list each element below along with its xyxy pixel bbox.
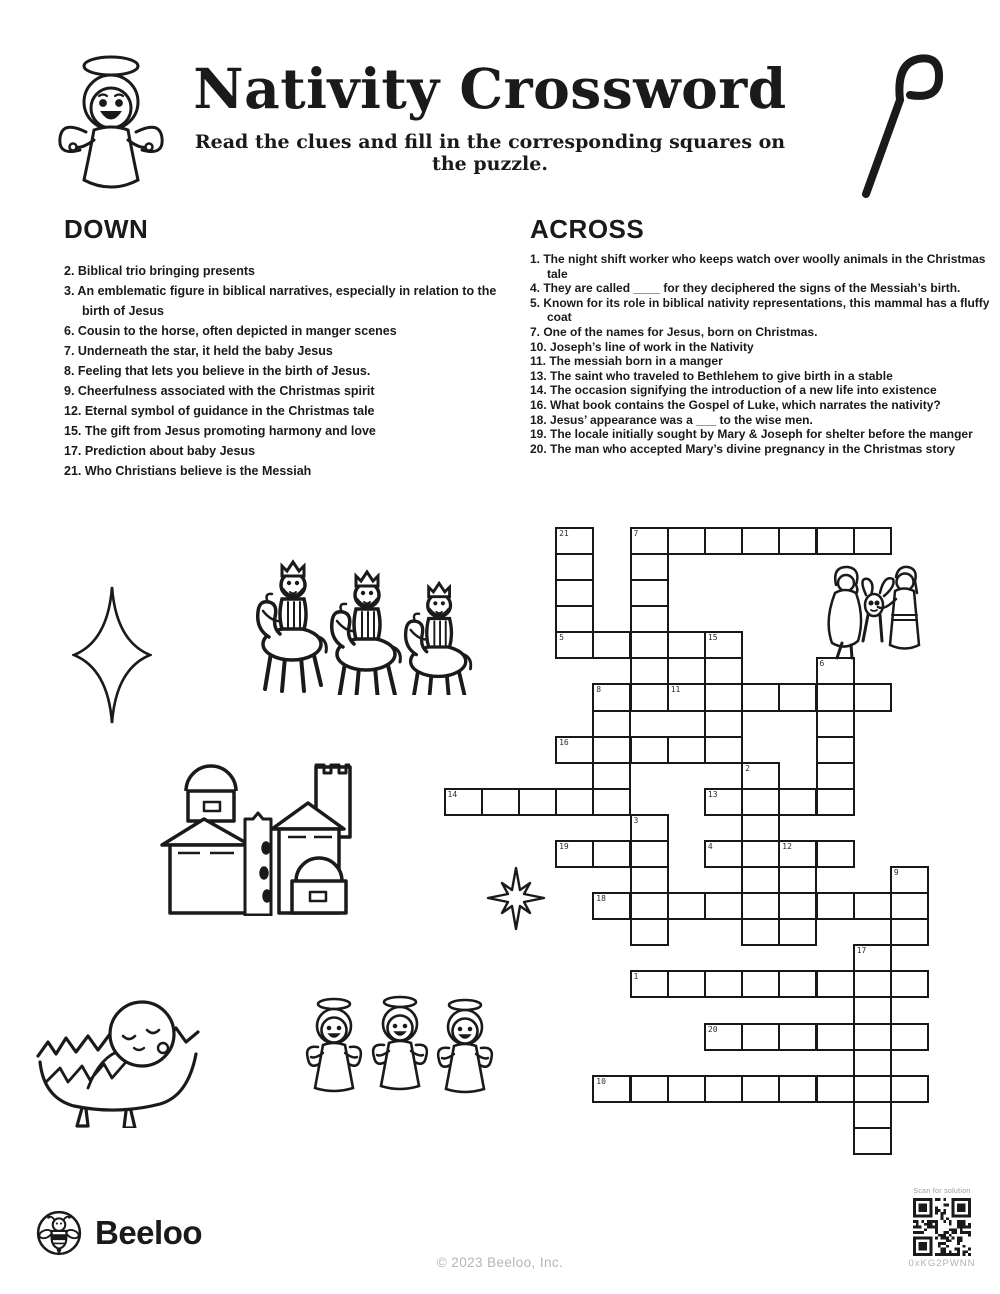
- down-heading: DOWN: [64, 214, 149, 244]
- grid-cell-7-across-1[interactable]: [667, 527, 706, 555]
- grid-cell-5-across-2[interactable]: [630, 631, 669, 659]
- grid-cell-4-across-3[interactable]: [816, 840, 855, 868]
- clue-item-10: 10. Joseph’s line of work in the Nativity: [530, 339, 754, 354]
- qr-caption: Scan for solution: [913, 1188, 971, 1195]
- grid-cell-16-across-4[interactable]: [704, 736, 743, 764]
- grid-cell-6-down-4[interactable]: [816, 762, 855, 790]
- grid-cell-3-down-4[interactable]: [630, 918, 669, 946]
- clue-item-6: 6. Cousin to the horse, often depicted in manger scenes: [64, 324, 397, 338]
- grid-cell-20-across-3[interactable]: [816, 1023, 855, 1051]
- beeloo-bee-icon: [36, 1210, 82, 1256]
- eight-point-star-icon: [486, 866, 546, 931]
- clue-item-20: 20. The man who accepted Mary’s divine pregnancy in the Christmas story: [530, 441, 956, 456]
- grid-cell-1-across-3[interactable]: [741, 970, 780, 998]
- grid-cell-18-across-2[interactable]: [667, 892, 706, 920]
- grid-cell-7-down-5[interactable]: [630, 657, 669, 685]
- grid-cell-20-across-2[interactable]: [778, 1023, 817, 1051]
- clue-item-14: 14. The occasion signifying the introduction of a new life into existence: [530, 383, 937, 398]
- clue-item-8: 8. Feeling that lets you believe in the birth of Jesus.: [64, 364, 371, 378]
- clue-item-15: 15. The gift from Jesus promoting harmony and love: [64, 424, 376, 438]
- grid-cell-10-across-2[interactable]: [667, 1075, 706, 1103]
- grid-cell-14-across-2[interactable]: [518, 788, 557, 816]
- grid-cell-14-across-3[interactable]: [555, 788, 594, 816]
- grid-cell-14-across-1[interactable]: [481, 788, 520, 816]
- grid-number-12: 12: [782, 841, 792, 851]
- grid-cell-18-across-3[interactable]: [704, 892, 743, 920]
- grid-cell-13-across-2[interactable]: [778, 788, 817, 816]
- grid-number-15: 15: [707, 633, 718, 643]
- grid-number-3: 3: [633, 815, 639, 825]
- grid-cell-12-down-1[interactable]: [778, 866, 817, 894]
- clue-item-17: 17. Prediction about baby Jesus: [64, 444, 256, 458]
- clue-item-7: 7. Underneath the star, it held the baby Jesus: [64, 344, 333, 358]
- mary-joseph-donkey-icon: [818, 563, 928, 663]
- qr-block: [890, 1188, 994, 1269]
- baby-jesus-manger-icon: [30, 990, 208, 1128]
- clue-item-16: 16. What book contains the Gospel of Luke, which narrates the nativity?: [530, 397, 941, 412]
- grid-cell-6-down-3[interactable]: [816, 736, 855, 764]
- grid-cell-10-across-8[interactable]: [890, 1075, 929, 1103]
- grid-cell-20-across-4[interactable]: [853, 1023, 892, 1051]
- copyright-text: © 2023 Beeloo, Inc.: [436, 1255, 564, 1270]
- grid-number-18: 18: [596, 894, 606, 904]
- page-subtitle: Read the clues and fill in the corresponding squares on the puzzle.: [194, 131, 786, 175]
- grid-cell-6-down-2[interactable]: [816, 710, 855, 738]
- grid-cell-11-across-1[interactable]: [704, 683, 743, 711]
- grid-cell-3-down-2[interactable]: [630, 866, 669, 894]
- clue-item-21: 21. Who Christians believe is the Messiah: [64, 464, 312, 478]
- grid-cell-11-across-4[interactable]: [816, 683, 855, 711]
- grid-cell-19-across-2[interactable]: [630, 840, 669, 868]
- grid-cell-1-across-7[interactable]: [890, 970, 929, 998]
- clue-item-1: 1. The night shift worker who keeps watch over woolly animals in the Christmas tale: [530, 252, 986, 281]
- grid-cell-8-down-1[interactable]: [592, 710, 631, 738]
- grid-cell-7-down-3[interactable]: [630, 605, 669, 633]
- grid-cell-15-down-3[interactable]: [704, 710, 743, 738]
- grid-number-13: 13: [707, 789, 718, 799]
- grid-number-11: 11: [670, 685, 681, 695]
- grid-number-1: 1: [633, 972, 639, 982]
- four-point-star-icon: [72, 585, 152, 725]
- grid-cell-10-across-5[interactable]: [778, 1075, 817, 1103]
- three-angels-icon: [302, 993, 498, 1108]
- grid-cell-16-across-3[interactable]: [667, 736, 706, 764]
- grid-cell-7-across-3[interactable]: [741, 527, 780, 555]
- grid-cell-9-down-2[interactable]: [890, 918, 929, 946]
- grid-number-8: 8: [596, 685, 602, 695]
- grid-cell-17-down-2[interactable]: [853, 996, 892, 1024]
- grid-cell-1-across-1[interactable]: [667, 970, 706, 998]
- grid-cell-13-across-3[interactable]: [816, 788, 855, 816]
- grid-cell-2-down-4[interactable]: [741, 866, 780, 894]
- grid-cell-11-across-5[interactable]: [853, 683, 892, 711]
- grid-cell-18-across-7[interactable]: [853, 892, 892, 920]
- grid-cell-13-across-1[interactable]: [741, 788, 780, 816]
- grid-cell-14-across-4[interactable]: [592, 788, 631, 816]
- grid-cell-19-across-1[interactable]: [592, 840, 631, 868]
- grid-cell-17-down-4[interactable]: [853, 1049, 892, 1077]
- grid-cell-21-down-3[interactable]: [555, 605, 594, 633]
- grid-number-7: 7: [633, 529, 639, 538]
- grid-number-4: 4: [707, 841, 713, 851]
- clue-item-12: 12. Eternal symbol of guidance in the Christmas tale: [64, 404, 375, 418]
- page-title: Nativity Crossword: [193, 56, 787, 121]
- grid-cell-10-across-7[interactable]: [853, 1075, 892, 1103]
- grid-cell-10-across-1[interactable]: [630, 1075, 669, 1103]
- grid-number-21: 21: [559, 529, 569, 538]
- grid-cell-10-across-6[interactable]: [816, 1075, 855, 1103]
- clue-item-7: 7. One of the names for Jesus, born on Christmas.: [530, 324, 818, 339]
- grid-cell-4-across-1[interactable]: [741, 840, 780, 868]
- grid-cell-18-across-1[interactable]: [630, 892, 669, 920]
- grid-cell-7-down-1[interactable]: [630, 553, 669, 581]
- grid-cell-11-across-3[interactable]: [778, 683, 817, 711]
- grid-cell-18-across-5[interactable]: [778, 892, 817, 920]
- grid-number-19: 19: [559, 841, 569, 851]
- grid-number-6: 6: [819, 659, 825, 669]
- grid-cell-10-across-3[interactable]: [704, 1075, 743, 1103]
- grid-number-16: 16: [559, 737, 569, 747]
- grid-cell-2-down-6[interactable]: [741, 918, 780, 946]
- across-heading: ACROSS: [530, 214, 645, 244]
- grid-cell-12-down-3[interactable]: [778, 918, 817, 946]
- grid-cell-1-across-6[interactable]: [853, 970, 892, 998]
- clue-item-9: 9. Cheerfulness associated with the Christmas spirit: [64, 384, 375, 398]
- grid-cell-7-down-2[interactable]: [630, 579, 669, 607]
- qr-code-icon: [913, 1198, 971, 1256]
- clue-item-5: 5. Known for its role in biblical nativity representations, this mammal has a fluffy coat: [530, 295, 990, 325]
- grid-number-10: 10: [596, 1076, 606, 1086]
- grid-number-5: 5: [559, 633, 564, 643]
- grid-number-14: 14: [447, 789, 458, 799]
- grid-cell-7-across-2[interactable]: [704, 527, 743, 555]
- clue-item-3: 3. An emblematic figure in biblical narratives, especially in relation to the birth of Jesus: [64, 284, 497, 318]
- grid-cell-1-across-5[interactable]: [816, 970, 855, 998]
- clue-item-19: 19. The locale initially sought by Mary & Joseph for shelter before the manger: [530, 427, 973, 442]
- grid-cell-18-across-6[interactable]: [816, 892, 855, 920]
- grid-cell-11-across-2[interactable]: [741, 683, 780, 711]
- grid-cell-1-across-4[interactable]: [778, 970, 817, 998]
- grid-number-20: 20: [707, 1024, 718, 1034]
- brand-name: Beeloo: [95, 1214, 203, 1251]
- grid-cell-7-across-5[interactable]: [816, 527, 855, 555]
- grid-number-2: 2: [745, 763, 750, 773]
- grid-cell-20-across-1[interactable]: [741, 1023, 780, 1051]
- grid-cell-5-across-1[interactable]: [592, 631, 631, 659]
- grid-cell-17-down-7[interactable]: [853, 1127, 892, 1155]
- grid-cell-17-down-6[interactable]: [853, 1101, 892, 1129]
- grid-cell-10-across-4[interactable]: [741, 1075, 780, 1103]
- clue-item-13: 13. The saint who traveled to Bethlehem to give birth in a stable: [530, 368, 893, 383]
- brand-logo: [36, 1210, 202, 1256]
- clue-item-18: 18. Jesus’ appearance was a ___ to the wise men.: [530, 412, 813, 427]
- grid-number-9: 9: [893, 868, 899, 878]
- grid-cell-18-across-8[interactable]: [890, 892, 929, 920]
- qr-code-text: 0xKG2PWNN: [908, 1258, 976, 1269]
- grid-cell-7-down-6[interactable]: [630, 683, 669, 711]
- grid-number-17: 17: [856, 946, 867, 956]
- bethlehem-buildings-icon: [158, 753, 353, 916]
- grid-cell-21-down-1[interactable]: [555, 553, 594, 581]
- grid-cell-1-across-2[interactable]: [704, 970, 743, 998]
- grid-cell-18-across-4[interactable]: [741, 892, 780, 920]
- grid-cell-8-down-3[interactable]: [592, 762, 631, 790]
- grid-cell-20-across-5[interactable]: [890, 1023, 929, 1051]
- clue-item-2: 2. Biblical trio bringing presents: [64, 264, 256, 278]
- grid-cell-7-across-6[interactable]: [853, 527, 892, 555]
- clue-item-4: 4. They are called ____ for they deciphered the signs of the Messiah’s birth.: [530, 281, 961, 296]
- grid-cell-16-across-2[interactable]: [630, 736, 669, 764]
- grid-cell-5-across-3[interactable]: [667, 631, 706, 659]
- clue-item-11: 11. The messiah born in a manger: [530, 354, 723, 369]
- three-wise-men-icon: [253, 543, 483, 695]
- grid-cell-16-across-1[interactable]: [592, 736, 631, 764]
- grid-cell-15-down-1[interactable]: [704, 657, 743, 685]
- grid-cell-21-down-2[interactable]: [555, 579, 594, 607]
- grid-cell-2-down-2[interactable]: [741, 814, 780, 842]
- grid-cell-7-across-4[interactable]: [778, 527, 817, 555]
